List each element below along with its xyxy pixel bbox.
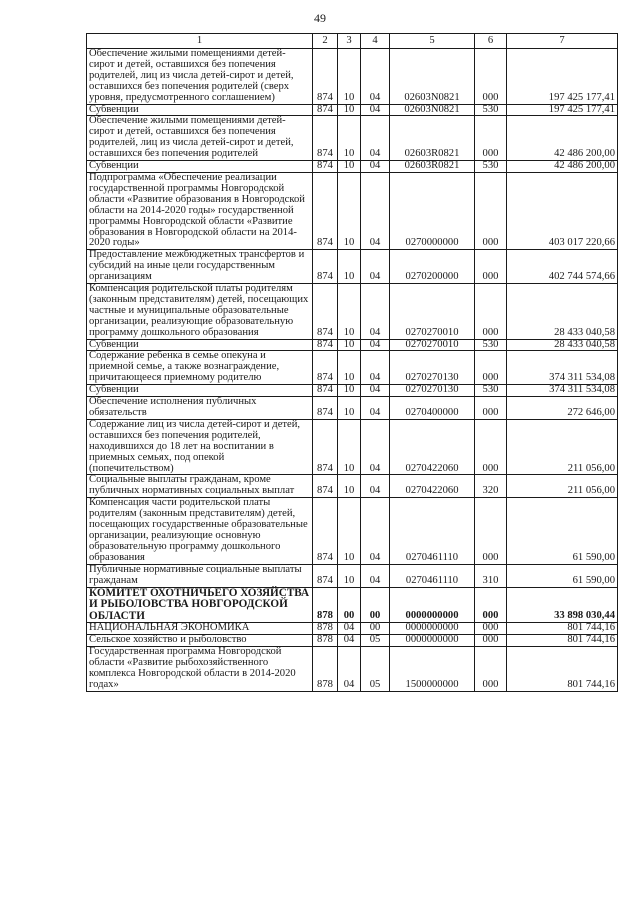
- row-section-cell: 10: [338, 172, 361, 249]
- row-amount-cell: 272 646,00: [507, 397, 618, 420]
- header-col-1: 1: [87, 34, 313, 49]
- row-subsection-cell: 04: [361, 49, 390, 105]
- budget-table: [86, 33, 618, 692]
- row-subsection-cell: 04: [361, 284, 390, 340]
- row-grbs-cell: 878: [313, 646, 338, 691]
- row-target-article-cell: 0270200000: [390, 250, 475, 284]
- row-expense-type-cell: 000: [475, 49, 507, 105]
- row-amount-cell: 42 486 200,00: [507, 116, 618, 161]
- row-grbs-cell: 874: [313, 172, 338, 249]
- row-name-cell: Государственная программа Новгородской области «Развитие рыбохозяйственного комплекса Новгородской области в 2014-2020 годах»: [87, 646, 313, 691]
- table-row: [87, 351, 618, 385]
- row-grbs-cell: 874: [313, 498, 338, 564]
- row-target-article-cell: 0270270010: [390, 284, 475, 340]
- header-row: [87, 34, 618, 49]
- row-amount-cell: 61 590,00: [507, 498, 618, 564]
- row-name-cell: Субвенции: [87, 339, 313, 351]
- row-amount-cell: 211 056,00: [507, 419, 618, 475]
- row-grbs-cell: 874: [313, 351, 338, 385]
- row-name-cell: Предоставление межбюджетных трансфертов и субсидий на иные цели государственным организациям: [87, 250, 313, 284]
- row-section-cell: 04: [338, 646, 361, 691]
- row-subsection-cell: 04: [361, 351, 390, 385]
- row-name-cell: КОМИТЕТ ОХОТНИЧЬЕГО ХОЗЯЙСТВА И РЫБОЛОВСТВА НОВГОРОДСКОЙ ОБЛАСТИ: [87, 587, 313, 623]
- row-name-cell: Публичные нормативные социальные выплаты гражданам: [87, 564, 313, 587]
- row-section-cell: 04: [338, 635, 361, 647]
- table-row: [87, 339, 618, 351]
- row-name-cell: Компенсация части родительской платы родителям (законным представителям) детей, посещающих государственные образовательные организации, реализующие основную образовательную программу дошкольного образования: [87, 498, 313, 564]
- row-subsection-cell: 04: [361, 339, 390, 351]
- header-col-6: 6: [475, 34, 507, 49]
- header-col-4: 4: [361, 34, 390, 49]
- row-grbs-cell: 874: [313, 250, 338, 284]
- table-row: [87, 250, 618, 284]
- row-amount-cell: 374 311 534,08: [507, 351, 618, 385]
- row-target-article-cell: 0270461110: [390, 564, 475, 587]
- row-subsection-cell: 04: [361, 397, 390, 420]
- row-subsection-cell: 05: [361, 646, 390, 691]
- row-section-cell: 10: [338, 385, 361, 397]
- row-subsection-cell: 04: [361, 161, 390, 173]
- row-expense-type-cell: 000: [475, 284, 507, 340]
- row-section-cell: 10: [338, 116, 361, 161]
- row-name-cell: Обеспечение исполнения публичных обязательств: [87, 397, 313, 420]
- row-grbs-cell: 878: [313, 635, 338, 647]
- row-section-cell: 10: [338, 419, 361, 475]
- table-row: [87, 623, 618, 635]
- row-target-article-cell: 0000000000: [390, 635, 475, 647]
- row-name-cell: Субвенции: [87, 161, 313, 173]
- row-subsection-cell: 04: [361, 250, 390, 284]
- row-subsection-cell: 04: [361, 498, 390, 564]
- row-grbs-cell: 874: [313, 116, 338, 161]
- row-expense-type-cell: 000: [475, 116, 507, 161]
- row-target-article-cell: 0270422060: [390, 475, 475, 498]
- row-expense-type-cell: 000: [475, 623, 507, 635]
- header-col-5: 5: [390, 34, 475, 49]
- row-amount-cell: 402 744 574,66: [507, 250, 618, 284]
- row-expense-type-cell: 000: [475, 635, 507, 647]
- row-name-cell: Содержание ребенка в семье опекуна и приемной семье, а также вознаграждение, причитающееся приемному родителю: [87, 351, 313, 385]
- row-subsection-cell: 00: [361, 587, 390, 623]
- row-target-article-cell: 02603N0821: [390, 49, 475, 105]
- table-row: [87, 161, 618, 173]
- row-section-cell: 10: [338, 475, 361, 498]
- row-amount-cell: 197 425 177,41: [507, 49, 618, 105]
- row-amount-cell: 211 056,00: [507, 475, 618, 498]
- row-grbs-cell: 874: [313, 397, 338, 420]
- row-expense-type-cell: 000: [475, 498, 507, 564]
- row-amount-cell: 801 744,16: [507, 646, 618, 691]
- row-grbs-cell: 874: [313, 284, 338, 340]
- header-col-2: 2: [313, 34, 338, 49]
- table-row: [87, 397, 618, 420]
- row-expense-type-cell: 000: [475, 250, 507, 284]
- row-expense-type-cell: 530: [475, 339, 507, 351]
- table-row: [87, 564, 618, 587]
- row-expense-type-cell: 320: [475, 475, 507, 498]
- row-expense-type-cell: 000: [475, 397, 507, 420]
- row-target-article-cell: 0270422060: [390, 419, 475, 475]
- row-grbs-cell: 874: [313, 475, 338, 498]
- row-grbs-cell: 874: [313, 385, 338, 397]
- header-col-7: 7: [507, 34, 618, 49]
- row-expense-type-cell: 530: [475, 104, 507, 116]
- row-name-cell: Субвенции: [87, 385, 313, 397]
- row-name-cell: Субвенции: [87, 104, 313, 116]
- row-expense-type-cell: 000: [475, 172, 507, 249]
- row-grbs-cell: 874: [313, 49, 338, 105]
- header-col-3: 3: [338, 34, 361, 49]
- row-subsection-cell: 04: [361, 172, 390, 249]
- row-section-cell: 10: [338, 498, 361, 564]
- row-subsection-cell: 04: [361, 116, 390, 161]
- row-grbs-cell: 874: [313, 161, 338, 173]
- table-row: [87, 49, 618, 105]
- row-target-article-cell: 02603R0821: [390, 161, 475, 173]
- row-section-cell: 10: [338, 351, 361, 385]
- row-amount-cell: 28 433 040,58: [507, 284, 618, 340]
- table-row: [87, 587, 618, 623]
- row-amount-cell: 42 486 200,00: [507, 161, 618, 173]
- row-name-cell: Подпрограмма «Обеспечение реализации государственной программы Новгородской области «Развитие образования в Новгородской области на 2014-2020 годы» государственной программы Новгородской области «Развитие образования в Новгородской области на 2014-2020 годы»: [87, 172, 313, 249]
- row-section-cell: 10: [338, 284, 361, 340]
- row-section-cell: 10: [338, 339, 361, 351]
- row-expense-type-cell: 000: [475, 587, 507, 623]
- row-subsection-cell: 04: [361, 419, 390, 475]
- table-row: [87, 104, 618, 116]
- row-section-cell: 10: [338, 397, 361, 420]
- table-row: [87, 284, 618, 340]
- row-section-cell: 10: [338, 49, 361, 105]
- table-row: [87, 419, 618, 475]
- table-body: [87, 49, 618, 692]
- row-subsection-cell: 04: [361, 385, 390, 397]
- table-header: [87, 34, 618, 49]
- row-target-article-cell: 0270400000: [390, 397, 475, 420]
- row-target-article-cell: 1500000000: [390, 646, 475, 691]
- table-row: [87, 172, 618, 249]
- row-name-cell: Обеспечение жилыми помещениями детей-сирот и детей, оставшихся без попечения родителей, лиц из числа детей-сирот и детей, оставшихся без попечения родителей (сверх уровня, предусмотренного соглашением): [87, 49, 313, 105]
- row-name-cell: Содержание лиц из числа детей-сирот и детей, оставшихся без попечения родителей, находившихся до 18 лет на воспитании в приемных семьях, под опекой (попечительством): [87, 419, 313, 475]
- row-target-article-cell: 0270461110: [390, 498, 475, 564]
- row-target-article-cell: 02603R0821: [390, 116, 475, 161]
- row-expense-type-cell: 000: [475, 646, 507, 691]
- row-expense-type-cell: 310: [475, 564, 507, 587]
- row-name-cell: Социальные выплаты гражданам, кроме публичных нормативных социальных выплат: [87, 475, 313, 498]
- row-grbs-cell: 878: [313, 623, 338, 635]
- table-row: [87, 635, 618, 647]
- row-amount-cell: 801 744,16: [507, 635, 618, 647]
- row-name-cell: Компенсация родительской платы родителям (законным представителям) детей, посещающих частные и муниципальные образовательные организации, реализующие образовательную программу дошкольного образования: [87, 284, 313, 340]
- row-grbs-cell: 874: [313, 564, 338, 587]
- table-row: [87, 498, 618, 564]
- row-grbs-cell: 874: [313, 419, 338, 475]
- row-grbs-cell: 874: [313, 339, 338, 351]
- row-amount-cell: 801 744,16: [507, 623, 618, 635]
- row-subsection-cell: 04: [361, 104, 390, 116]
- row-amount-cell: 33 898 030,44: [507, 587, 618, 623]
- row-section-cell: 10: [338, 104, 361, 116]
- row-subsection-cell: 04: [361, 564, 390, 587]
- page-number: 49: [314, 11, 326, 25]
- row-subsection-cell: 05: [361, 635, 390, 647]
- table-row: [87, 646, 618, 691]
- row-expense-type-cell: 000: [475, 419, 507, 475]
- row-grbs-cell: 878: [313, 587, 338, 623]
- row-target-article-cell: 0000000000: [390, 623, 475, 635]
- row-target-article-cell: 02603N0821: [390, 104, 475, 116]
- table-row: [87, 116, 618, 161]
- row-amount-cell: 403 017 220,66: [507, 172, 618, 249]
- table-row: [87, 385, 618, 397]
- row-section-cell: 10: [338, 564, 361, 587]
- row-name-cell: Сельское хозяйство и рыболовство: [87, 635, 313, 647]
- row-expense-type-cell: 530: [475, 385, 507, 397]
- row-expense-type-cell: 000: [475, 351, 507, 385]
- row-subsection-cell: 00: [361, 623, 390, 635]
- row-expense-type-cell: 530: [475, 161, 507, 173]
- row-grbs-cell: 874: [313, 104, 338, 116]
- row-target-article-cell: 0270270130: [390, 385, 475, 397]
- row-section-cell: 10: [338, 250, 361, 284]
- row-amount-cell: 374 311 534,08: [507, 385, 618, 397]
- row-target-article-cell: 0270270130: [390, 351, 475, 385]
- row-section-cell: 10: [338, 161, 361, 173]
- row-name-cell: Обеспечение жилыми помещениями детей-сирот и детей, оставшихся без попечения родителей, лиц из числа детей-сирот и детей, оставшихся без попечения родителей: [87, 116, 313, 161]
- table-row: [87, 475, 618, 498]
- row-target-article-cell: 0270270010: [390, 339, 475, 351]
- row-target-article-cell: 0000000000: [390, 587, 475, 623]
- row-section-cell: 04: [338, 623, 361, 635]
- row-section-cell: 00: [338, 587, 361, 623]
- row-amount-cell: 197 425 177,41: [507, 104, 618, 116]
- row-target-article-cell: 0270000000: [390, 172, 475, 249]
- row-name-cell: НАЦИОНАЛЬНАЯ ЭКОНОМИКА: [87, 623, 313, 635]
- row-subsection-cell: 04: [361, 475, 390, 498]
- row-amount-cell: 28 433 040,58: [507, 339, 618, 351]
- row-amount-cell: 61 590,00: [507, 564, 618, 587]
